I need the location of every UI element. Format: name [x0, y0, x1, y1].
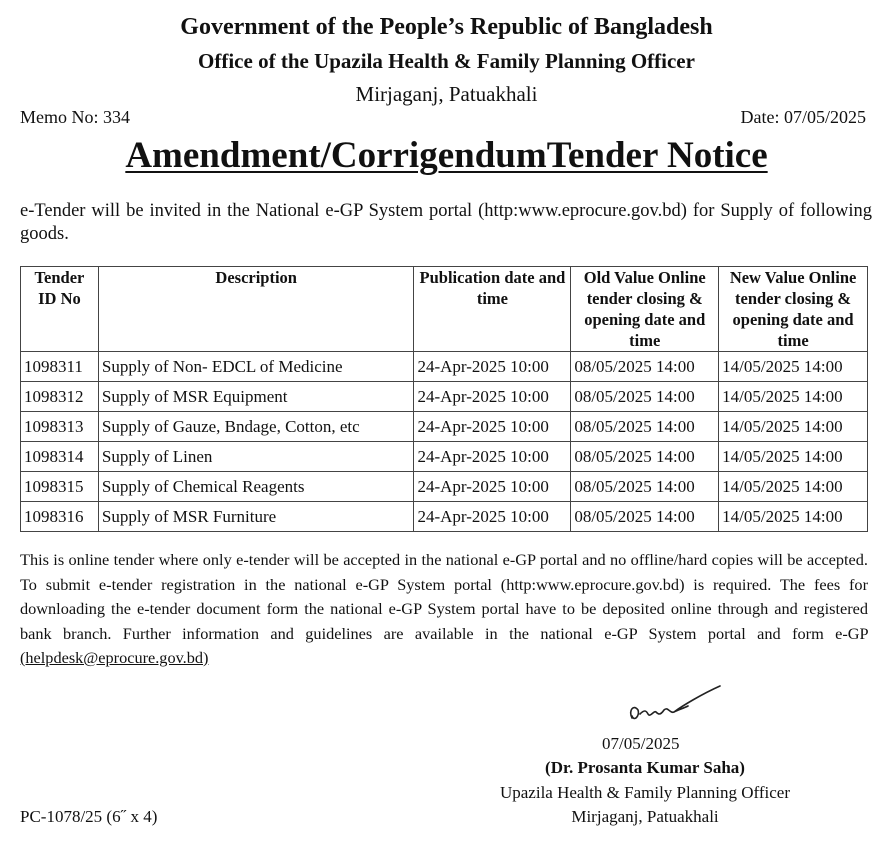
- signatory-designation: Upazila Health & Family Planning Officer: [499, 783, 791, 802]
- description-cell: Supply of MSR Equipment: [98, 382, 414, 412]
- footer-code: PC-1078/25 (6˝ x 4): [20, 807, 158, 826]
- table-row: [21, 352, 868, 382]
- intro-paragraph: e-Tender will be invited in the National e-GP System portal (http:www.eprocure.gov.bd) for Supply of following goods.: [20, 201, 872, 244]
- table-row: [21, 502, 868, 532]
- tender-id-cell: 1098312: [21, 382, 99, 412]
- publication-cell: 24-Apr-2025 10:00: [414, 382, 571, 412]
- govt-heading: Government of the People’s Republic of Bangladesh: [180, 14, 713, 40]
- description-cell: Supply of Gauze, Bndage, Cotton, etc: [98, 412, 414, 442]
- description-cell: Supply of Chemical Reagents: [98, 472, 414, 502]
- tender-id-cell: 1098314: [21, 442, 99, 472]
- col-header-old-value: Old Value Online tender closing & opening date and time: [571, 267, 719, 352]
- publication-cell: 24-Apr-2025 10:00: [414, 442, 571, 472]
- new-value-cell: 14/05/2025 14:00: [719, 502, 868, 532]
- handwritten-signature: [622, 680, 732, 730]
- tender-id-cell: 1098311: [21, 352, 99, 382]
- new-value-cell: 14/05/2025 14:00: [719, 382, 868, 412]
- description-cell: Supply of Linen: [98, 442, 414, 472]
- table-header-row: [21, 267, 868, 352]
- table-row: [21, 412, 868, 442]
- office-heading: Office of the Upazila Health & Family Planning Officer: [198, 49, 695, 73]
- publication-cell: 24-Apr-2025 10:00: [414, 412, 571, 442]
- helpdesk-link[interactable]: (helpdesk@eprocure.gov.bd): [20, 648, 209, 667]
- signature-date: 07/05/2025: [602, 734, 680, 753]
- notice-title: Amendment/CorrigendumTender Notice: [125, 135, 768, 176]
- body-text: This is online tender where only e-tender will be accepted in the national e-GP portal and no offline/hard copies will be accepted. To submit e-tender registration in the national e-GP System portal (http:www.eprocure.gov.bd) is required. The fees for downloading the e-tender document form the national e-GP System portal have to be deposited online through and registered bank branch. Further information and guidelines are available in the national e-GP System portal and form e-GP: [20, 550, 868, 643]
- tender-id-cell: 1098315: [21, 472, 99, 502]
- new-value-cell: 14/05/2025 14:00: [719, 472, 868, 502]
- col-header-publication: Publication date and time: [414, 267, 571, 352]
- publication-cell: 24-Apr-2025 10:00: [414, 352, 571, 382]
- table-row: [21, 472, 868, 502]
- notice-date: Date: 07/05/2025: [740, 107, 866, 127]
- table-row: [21, 382, 868, 412]
- old-value-cell: 08/05/2025 14:00: [571, 412, 719, 442]
- new-value-cell: 14/05/2025 14:00: [719, 442, 868, 472]
- signatory-name: (Dr. Prosanta Kumar Saha): [545, 758, 745, 777]
- new-value-cell: 14/05/2025 14:00: [719, 352, 868, 382]
- location-heading: Mirjaganj, Patuakhali: [355, 82, 538, 106]
- col-header-new-value: New Value Online tender closing & opening date and time: [719, 267, 868, 352]
- tender-id-cell: 1098316: [21, 502, 99, 532]
- description-cell: Supply of MSR Furniture: [98, 502, 414, 532]
- memo-number: Memo No: 334: [20, 107, 130, 127]
- old-value-cell: 08/05/2025 14:00: [571, 382, 719, 412]
- old-value-cell: 08/05/2025 14:00: [571, 352, 719, 382]
- publication-cell: 24-Apr-2025 10:00: [414, 472, 571, 502]
- signatory-place: Mirjaganj, Patuakhali: [571, 807, 719, 826]
- old-value-cell: 08/05/2025 14:00: [571, 442, 719, 472]
- table-row: [21, 442, 868, 472]
- tender-table: [20, 266, 868, 532]
- tender-id-cell: 1098313: [21, 412, 99, 442]
- old-value-cell: 08/05/2025 14:00: [571, 472, 719, 502]
- col-header-tender-id: Tender ID No: [21, 267, 99, 352]
- publication-cell: 24-Apr-2025 10:00: [414, 502, 571, 532]
- description-cell: Supply of Non- EDCL of Medicine: [98, 352, 414, 382]
- body-paragraph: [20, 548, 868, 671]
- col-header-description: Description: [98, 267, 414, 352]
- new-value-cell: 14/05/2025 14:00: [719, 412, 868, 442]
- old-value-cell: 08/05/2025 14:00: [571, 502, 719, 532]
